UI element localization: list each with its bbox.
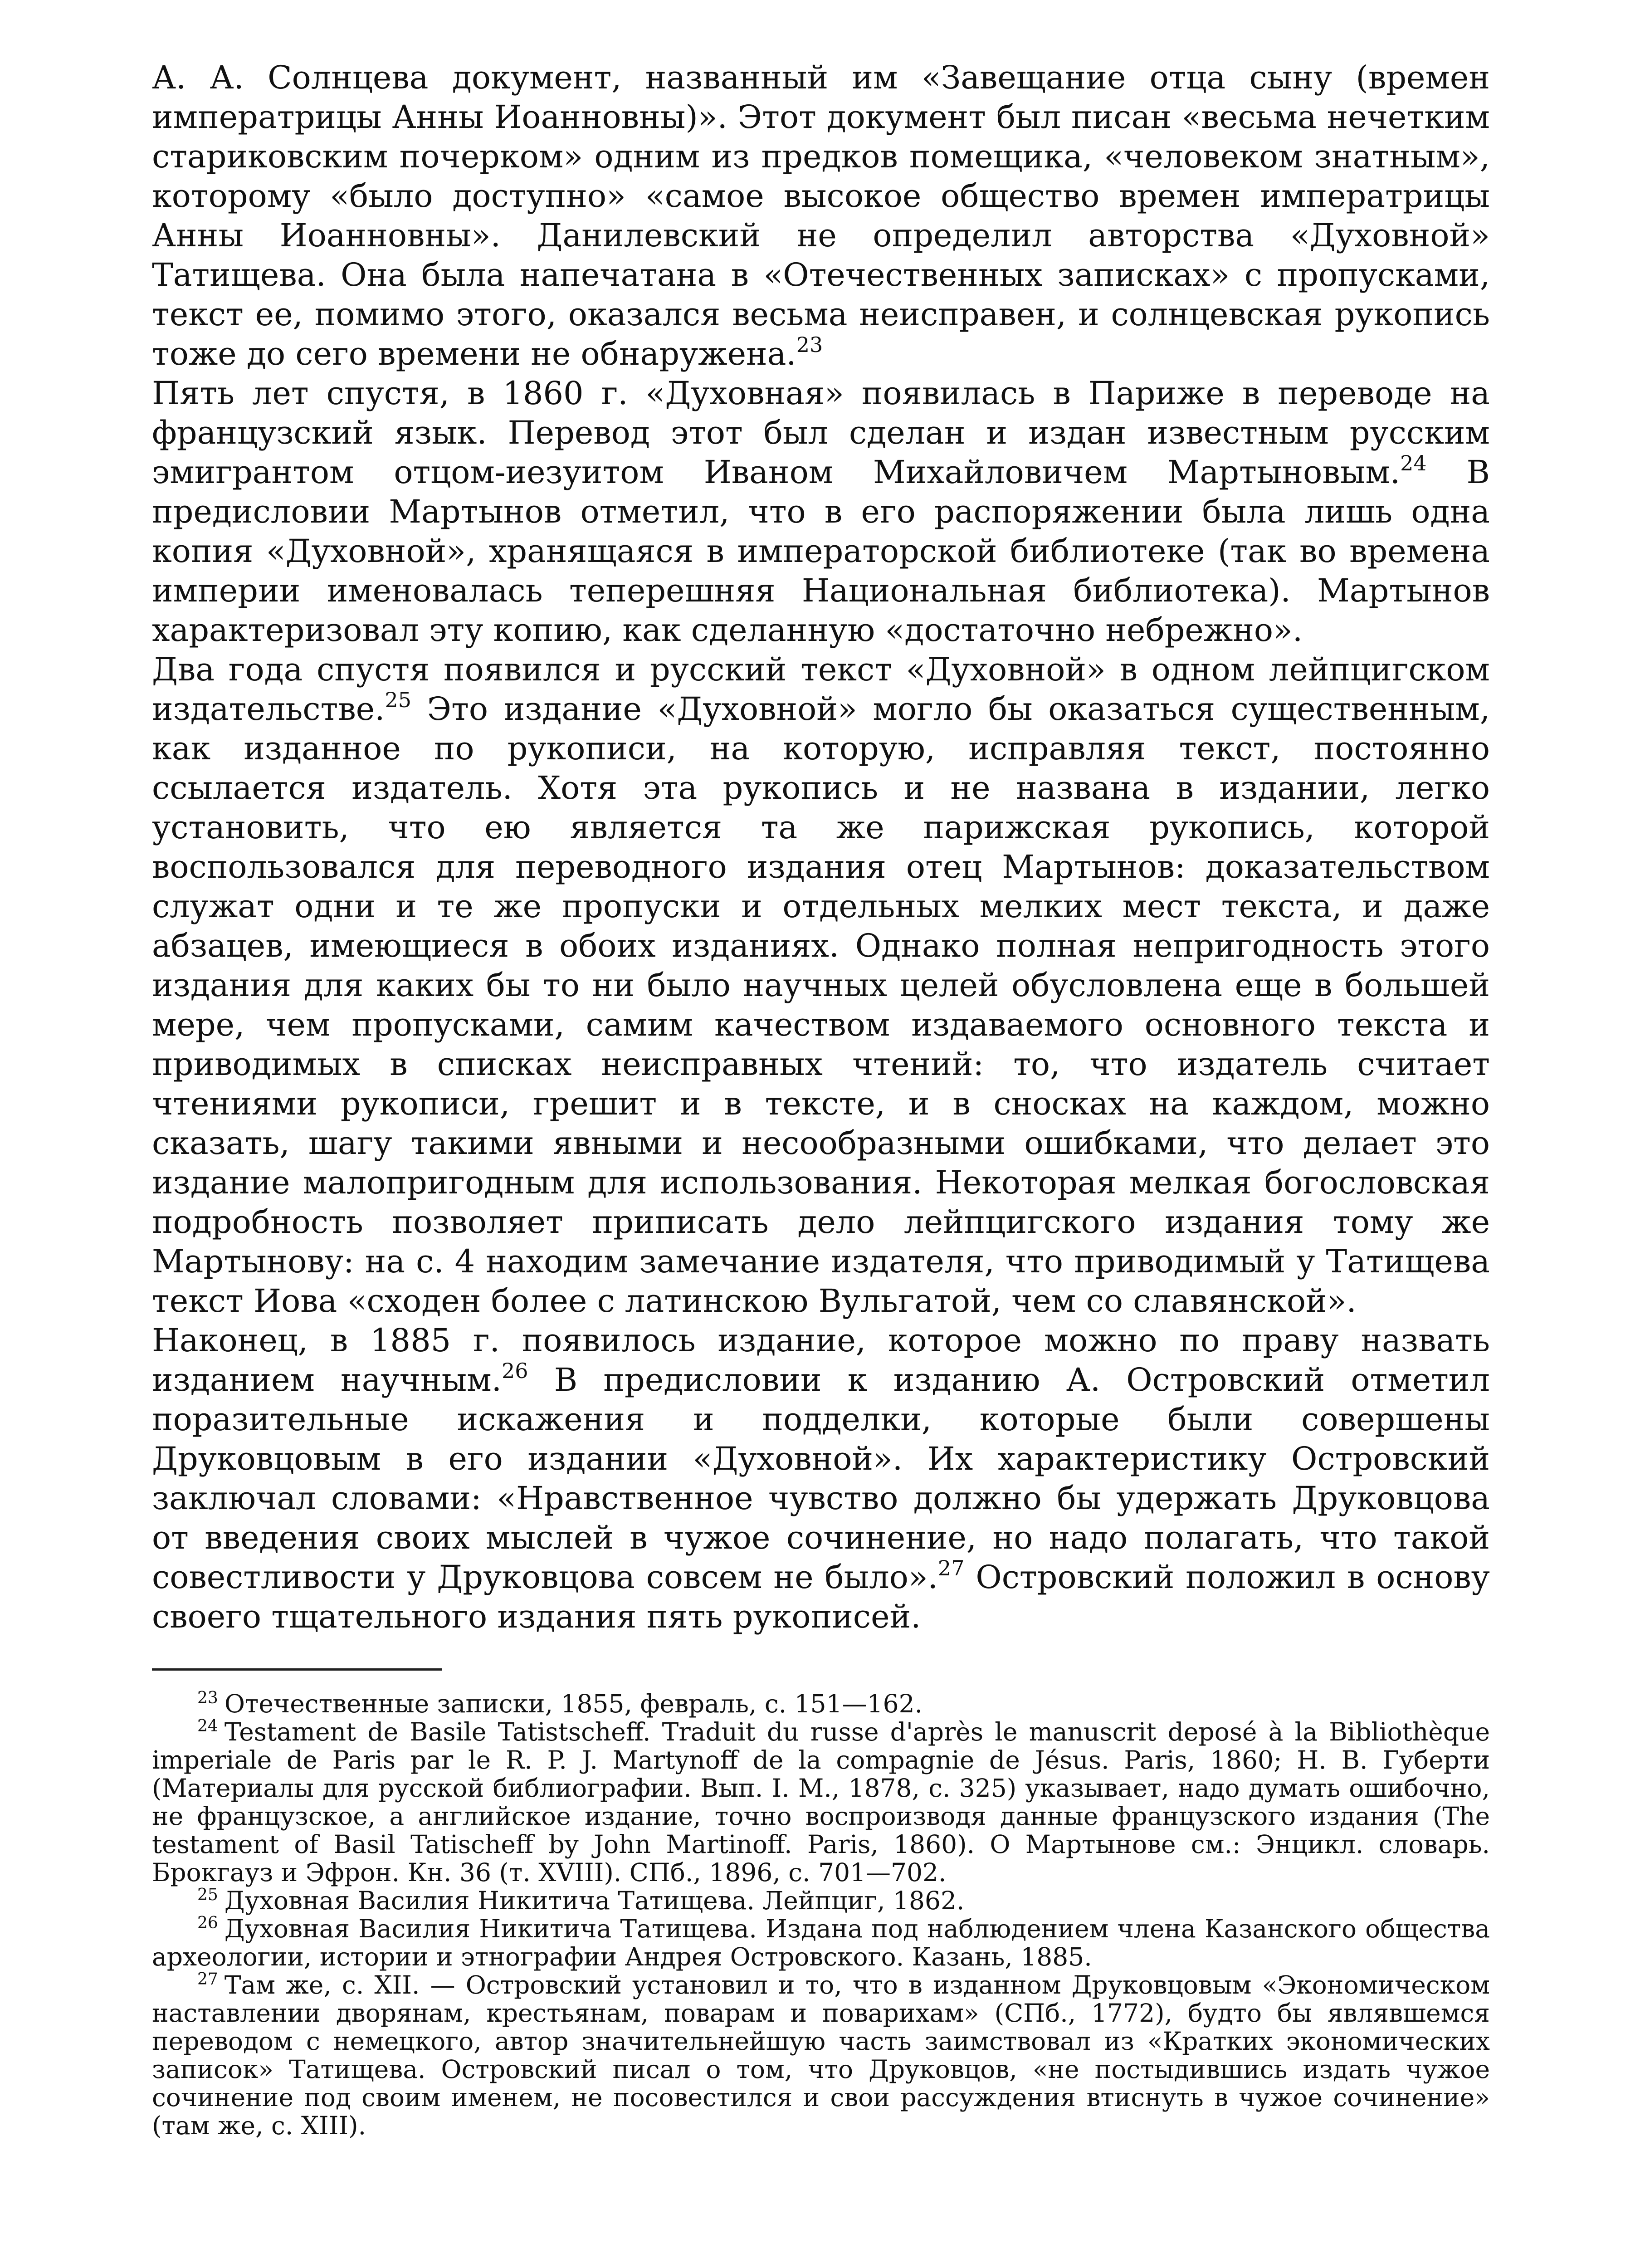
footnotes bbox=[152, 1690, 1490, 2140]
footnote-ref-27[interactable]: 27 bbox=[937, 1556, 965, 1580]
footnote-26: $^{26}$ Духовная Василия Никитича Татищева. Издана под наблюдением члена Казанского общества археологии, истории и этнографии Андрея Островского. Казань, 1885. bbox=[152, 1914, 1490, 1971]
paragraph-4: Наконец, в 1885 г. появилось издание, которое можно по праву назвать изданием научным.$^{26}$ В предисловии к изданию А. Островский отметил поразительные искажения и подделки, которые были совершены Друковцовым в его издании «Духовной». Их характеристику Островский заключал словами: «Нравственное чувство должно бы удержать Друковцова от введения своих мыслей в чужое сочинение, но надо полагать, что такой совестливости у Друковцова совсем не было».$^{27}$ Островский положил в основу своего тщательного издания пять рукописей. bbox=[152, 1322, 1490, 1635]
footnote-23: $^{23}$ Отечественные записки, 1855, февраль, с. 151—162. bbox=[197, 1689, 923, 1718]
paragraph-3: Два года спустя появился и русский текст «Духовной» в одном лейпцигском издательстве.$^{25}$ Это издание «Духовной» могло бы оказаться существенным, как изданное по рукописи, на которую, исправляя текст, постоянно ссылается издатель. Хотя эта рукопись и не названа в издании, легко установить, что ею является та же парижская рукопись, которой воспользовался для переводного издания отец Мартынов: доказательством служат одни и те же пропуски и отдельных мелких мест текста, и даже абзацев, имеющиеся в обоих изданиях. Однако полная непригодность этого издания для каких бы то ни было научных целей обусловлена еще в большей мере, чем пропусками, самим качеством издаваемого основного текста и приводимых в списках неисправных чтений: то, что издатель считает чтениями рукописи, грешит и в тексте, и в сносках на каждом, можно сказать, шагу такими явными и несообразными ошибками, что делает это издание малопригодным для использования. Некоторая мелкая богословская подробность позволяет приписать дело лейпцигского издания тому же Мартынову: на с. 4 находим замечание издателя, что приводимый у Татищева текст Иова «сходен более с латинскою Вульгатой, чем со славянской». bbox=[152, 651, 1490, 1320]
footnote-24: $^{24}$ Testament de Basile Tatistscheff. Traduit du russe d'après le manuscrit deposé à la Bibliothèque imperiale de Paris par le R. P. J. Martynoff de la compagnie de Jésus. Paris, 1860; Н. В. Губерти (Материалы для русской библиографии. Вып. I. М., 1878, с. 325) указывает, надо думать ошибочно, не французское, а английское издание, точно воспроизводя данные французского издания (The testament of Basil Tatischeff by John Martinoff. Paris, 1860). О Мартынове см.: Энцикл. словарь. Брокгауз и Эфрон. Кн. 36 (т. XVIII). СПб., 1896, с. 701—702. bbox=[152, 1717, 1490, 1887]
paragraph-2: Пять лет спустя, в 1860 г. «Духовная» появилась в Париже в переводе на французский язык. Перевод этот был сделан и издан известным русским эмигрантом отцом-иезуитом Иваном Михайловичем Мартыновым.$^{24}$ В предисловии Мартынов отметил, что в его распоряжении была лишь одна копия «Духовной», хранящаяся в императорской библиотеке (так во времена империи именовалась теперешняя Национальная библиотека). Мартынов характеризовал эту копию, как сделанную «достаточно небрежно». bbox=[152, 375, 1490, 649]
paragraph-1: А. А. Солнцева документ, названный им «Завещание отца сыну (времен императрицы Анны Иоанновны)». Этот документ был писан «весьма нечетким стариковским почерком» одним из предков помещика, «человеком знатным», которому «было доступно» «самое высокое общество времен императрицы Анны Иоанновны». Данилевский не определил авторства «Духовной» Татищева. Она была напечатана в «Отечественных записках» с пропусками, текст ее, помимо этого, оказался весьма неисправен, и солнцевская рукопись тоже до сего времени не обнаружена.$^{23}$ bbox=[152, 59, 1490, 372]
footnote-divider bbox=[152, 1668, 442, 1671]
footnote-25: $^{25}$ Духовная Василия Никитича Татищева. Лейпциг, 1862. bbox=[197, 1886, 965, 1915]
footnote-ref-25[interactable]: 25 bbox=[385, 688, 411, 712]
footnote-27: $^{27}$ Там же, с. XII. — Островский установил и то, что в изданном Друковцовым «Экономическом наставлении дворянам, крестьянам, поварам и поварихам» (СПб., 1772), будто бы являвшемся переводом с немецкого, автор значительнейшую часть заимствовал из «Кратких экономических записок» Татищева. Островский писал о том, что Друковцов, «не постыдившись издать чужое сочинение под своим именем, не посовестился и свои рассуждения втиснуть в чужое сочинение» (там же, с. XIII). bbox=[152, 1970, 1490, 2140]
footnote-ref-23[interactable]: 23 bbox=[796, 332, 823, 357]
footnote-ref-24[interactable]: 24 bbox=[1400, 451, 1427, 475]
text-column bbox=[152, 58, 1490, 2140]
footnote-ref-26[interactable]: 26 bbox=[501, 1359, 528, 1383]
